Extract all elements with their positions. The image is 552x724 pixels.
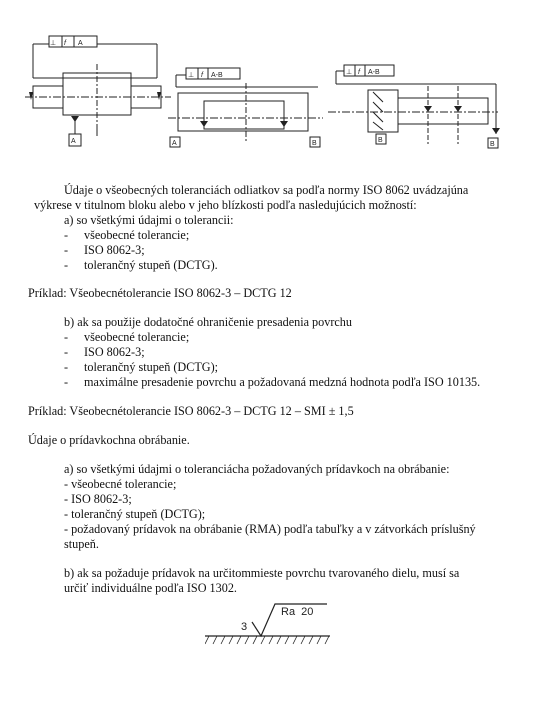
intro-line-2: výkrese v titulnom bloku alebo v jeho blízkosti podľa nasledujúcich možností:: [34, 198, 417, 212]
allowance-a-heading: a) so všetkými údajmi o toleranciácha požadovaných prídavkoch na obrábanie:: [64, 462, 450, 476]
surface-roughness-symbol: [205, 600, 335, 650]
bullet: -: [64, 228, 69, 242]
svg-text:A-B: A-B: [211, 72, 223, 79]
tolerance-drawing-1: [25, 30, 175, 152]
list-item: - všeobecné tolerancie;: [64, 477, 177, 491]
svg-text:A: A: [71, 138, 76, 145]
svg-text:f: f: [201, 72, 203, 79]
list-item: všeobecné tolerancie;: [84, 330, 190, 344]
svg-text:⊥: ⊥: [188, 72, 195, 79]
option-b-heading: b) ak sa použije dodatočné ohraničenie presadenia povrchu: [64, 315, 352, 329]
svg-text:B: B: [490, 141, 495, 148]
list-item: stupeň.: [64, 537, 99, 551]
tolerance-drawing-2: [168, 65, 328, 150]
list-item: - tolerančný stupeň (DCTG);: [64, 507, 206, 521]
svg-text:⊥: ⊥: [50, 40, 57, 47]
example-2: Príklad: Všeobecnétolerancie ISO 8062-3 – DCTG 12 – SMI ± 1,5: [28, 404, 354, 418]
svg-text:f: f: [64, 40, 66, 47]
svg-text:A: A: [172, 140, 177, 147]
bullet: -: [64, 345, 69, 359]
list-item: tolerančný stupeň (DCTG).: [84, 258, 218, 272]
list-item: - ISO 8062-3;: [64, 492, 132, 506]
bullet: -: [64, 330, 69, 344]
example-1: Príklad: Všeobecnétolerancie ISO 8062-3 – DCTG 12: [28, 286, 292, 300]
list-item: maximálne presadenie povrchu a požadovaná medzná hodnota podľa ISO 10135.: [84, 375, 481, 389]
svg-text:B: B: [378, 137, 383, 144]
allowance-title: Údaje o prídavkochna obrábanie.: [28, 433, 190, 447]
list-item: ISO 8062-3;: [84, 243, 145, 257]
bullet: -: [64, 258, 69, 272]
bullet: -: [64, 243, 69, 257]
option-a-heading: a) so všetkými údajmi o tolerancii:: [64, 213, 234, 227]
machining-allowance-value: 3: [241, 621, 248, 633]
list-item: ISO 8062-3;: [84, 345, 145, 359]
list-item: všeobecné tolerancie;: [84, 228, 190, 242]
allowance-b-line-1: b) ak sa požaduje prídavok na určitommieste povrchu tvarovaného dielu, musí sa: [64, 566, 460, 580]
bullet: -: [64, 375, 69, 389]
svg-text:A-B: A-B: [368, 69, 380, 76]
list-item: - požadovaný prídavok na obrábanie (RMA) podľa tabuľky a v zátvorkách príslušný: [64, 522, 476, 536]
svg-text:B: B: [312, 140, 317, 147]
svg-text:A: A: [78, 40, 83, 47]
intro-line-1: Údaje o všeobecných toleranciách odliatkov sa podľa normy ISO 8062 uvádzajúna: [64, 183, 469, 197]
svg-text:⊥: ⊥: [346, 69, 353, 76]
list-item: tolerančný stupeň (DCTG);: [84, 360, 219, 374]
svg-text:f: f: [358, 69, 360, 76]
tolerance-drawing-3: [328, 62, 504, 152]
roughness-label: Ra 20: [281, 606, 314, 618]
allowance-b-line-2: určiť individuálne podľa ISO 1302.: [64, 581, 237, 595]
bullet: -: [64, 360, 69, 374]
